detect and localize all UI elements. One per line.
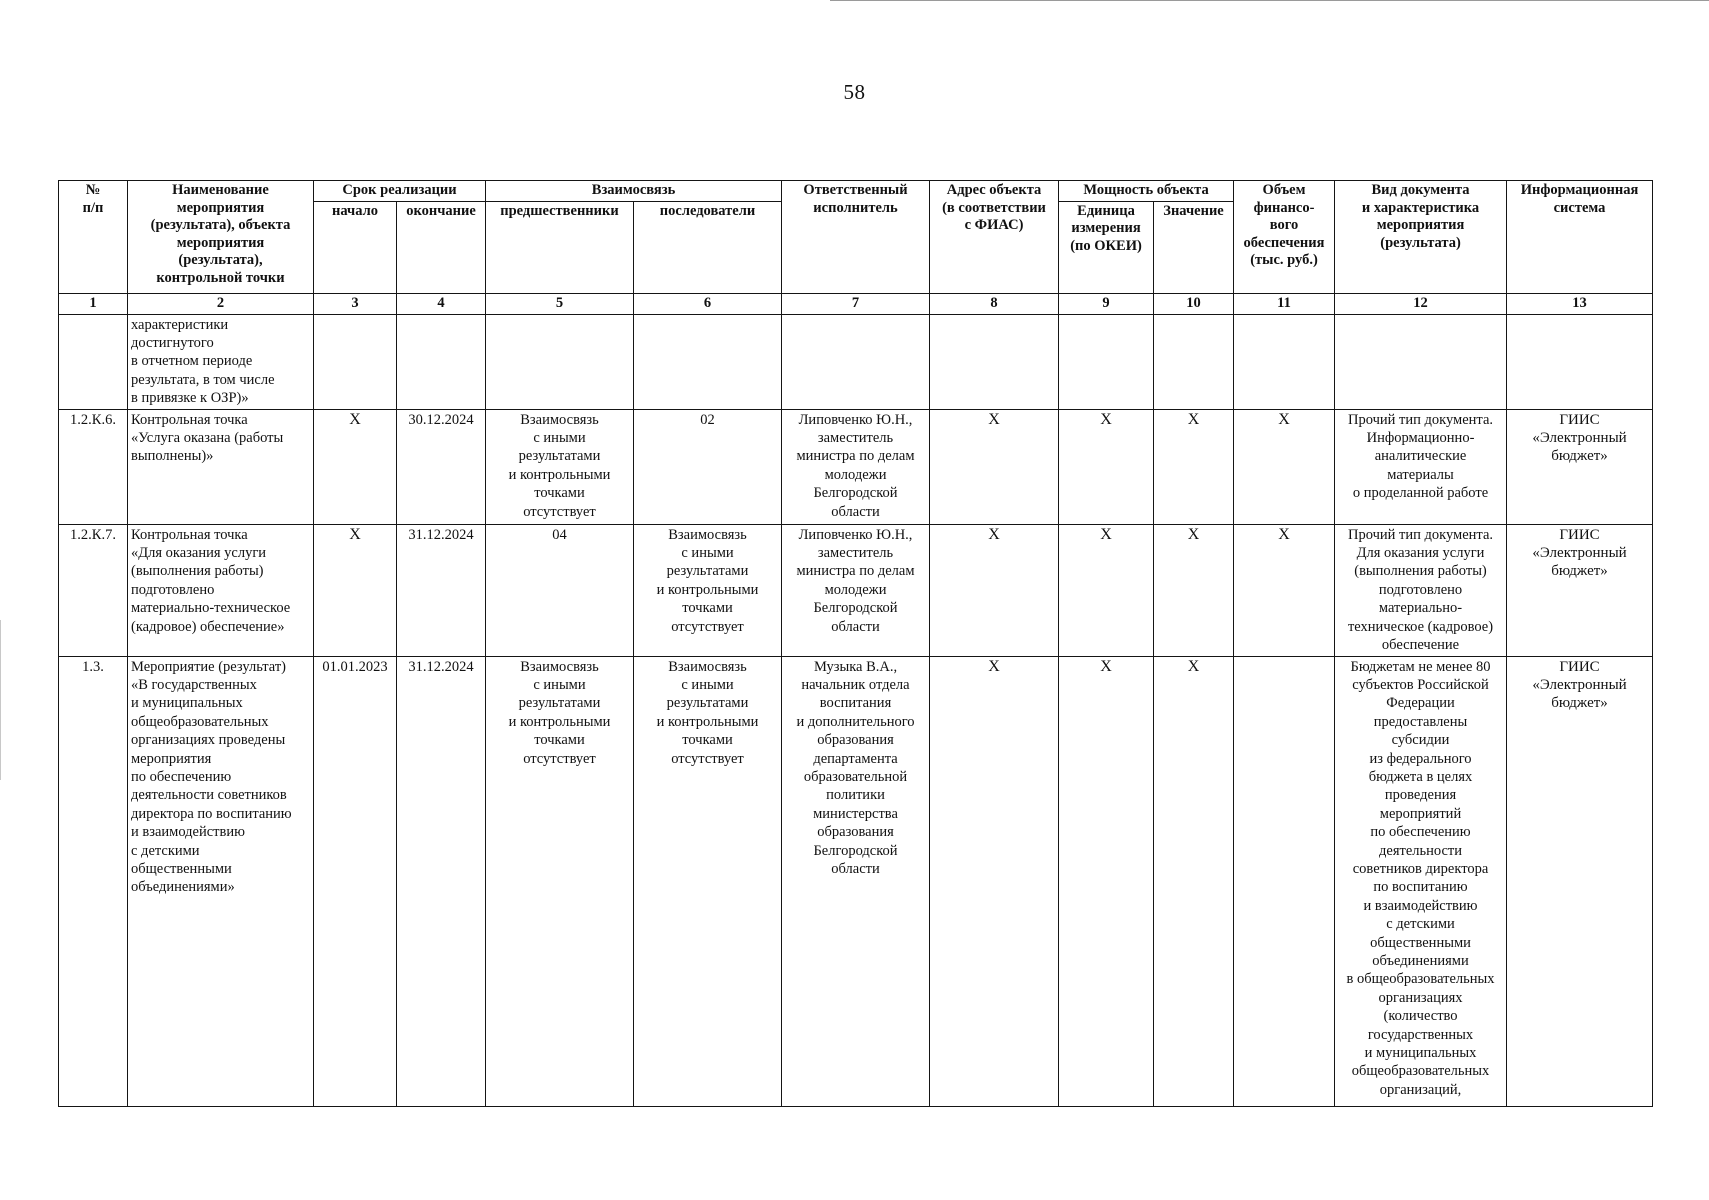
cell-line: в отчетном периоде (131, 353, 253, 370)
row-end: 31.12.2024 (397, 656, 486, 1106)
cell-line: Взаимосвязь (668, 658, 747, 675)
row-responsible (782, 314, 930, 409)
cell-line: и муниципальных (131, 695, 243, 712)
row-end: 31.12.2024 (397, 524, 486, 656)
header-power: Мощность объекта (1059, 181, 1234, 202)
cell-line: предоставлены (1373, 713, 1468, 730)
cell-line: области (831, 861, 880, 877)
header-name (128, 181, 314, 294)
cell-line: «Услуга оказана (работы (131, 429, 284, 446)
row-address: X (930, 656, 1059, 1106)
scan-edge-line (830, 0, 1709, 1)
cell-line: (тыс. руб.) (1250, 252, 1318, 268)
row-start: X (314, 409, 397, 524)
row-value: X (1154, 409, 1234, 524)
cell-line: «Электронный (1532, 429, 1627, 446)
cell-line: точками (534, 732, 585, 749)
cell-line: бюджет» (1551, 563, 1608, 580)
row-document (1335, 409, 1507, 524)
cell-line: подготовлено (1378, 581, 1463, 598)
cell-line: образования (817, 732, 894, 749)
column-number: 8 (930, 293, 1059, 314)
cell-line: Музыка В.А., (813, 658, 898, 675)
cell-line: Вид документа (1371, 182, 1470, 198)
row-name (128, 314, 314, 409)
cell-line: начальник отдела (801, 676, 910, 693)
row-address: X (930, 524, 1059, 656)
cell-line: Белгородской (813, 600, 898, 617)
cell-line: и дополнительного (796, 713, 915, 730)
cell-line: «В государственных (131, 676, 257, 693)
cell-line: бюджет» (1551, 695, 1608, 712)
cell-line: выполнены)» (131, 448, 214, 465)
cell-line: точками (534, 485, 585, 502)
row-unit (1059, 314, 1154, 409)
row-unit: X (1059, 656, 1154, 1106)
column-number: 1 (59, 293, 128, 314)
cell-line: ГИИС (1559, 658, 1600, 675)
cell-line: с иными (681, 544, 734, 561)
cell-line: объединениями» (131, 879, 235, 896)
row-value: X (1154, 524, 1234, 656)
cell-line: и контрольными (656, 581, 759, 598)
cell-line: (выполнения работы) (131, 563, 264, 580)
row-system (1507, 314, 1653, 409)
cell-line: субъектов Российской (1352, 676, 1489, 693)
header-value: Значение (1154, 201, 1234, 293)
row-name (128, 524, 314, 656)
row-responsible (782, 524, 930, 656)
cell-line: результата, в том числе (131, 371, 275, 388)
row-finance (1234, 656, 1335, 1106)
row-system (1507, 656, 1653, 1106)
schedule-table (58, 180, 1653, 1107)
row-finance: X (1234, 409, 1335, 524)
cell-line: министра по делам (796, 448, 915, 465)
cell-line: (кадровое) обеспечение» (131, 618, 285, 635)
row-predecessors (486, 409, 634, 524)
cell-line: (результата) (1380, 234, 1461, 251)
row-document (1335, 524, 1507, 656)
cell-line: с детскими (1386, 916, 1455, 933)
cell-line: достигнутого (131, 334, 214, 351)
row-address (930, 314, 1059, 409)
cell-line: с иными (533, 429, 586, 446)
table-row (59, 409, 1653, 524)
cell-line: политики (826, 787, 885, 804)
cell-line: области (831, 503, 880, 520)
cell-line: объединениями (1372, 953, 1469, 970)
cell-line: Наименование (172, 182, 269, 198)
cell-line: (количество (1383, 1008, 1458, 1025)
cell-line: материально-техническое (131, 600, 291, 617)
header-document (1335, 181, 1507, 294)
row-value (1154, 314, 1234, 409)
cell-line: (выполнения работы) (1354, 563, 1487, 580)
row-document (1335, 314, 1507, 409)
cell-line: советников директора (1352, 861, 1489, 877)
column-number: 4 (397, 293, 486, 314)
cell-line: с иными (533, 676, 586, 693)
cell-line: 02 (700, 411, 715, 428)
cell-line: общеобразовательных (131, 713, 269, 730)
cell-line: точками (682, 600, 733, 617)
cell-line: и взаимодействию (131, 824, 245, 841)
header-predecessors: предшественники (486, 201, 634, 293)
row-number: 1.2.К.7. (59, 524, 128, 656)
row-predecessors (486, 656, 634, 1106)
header-start: начало (314, 201, 397, 293)
cell-line: директора по воспитанию (131, 805, 292, 822)
cell-line: в общеобразовательных (1346, 971, 1495, 988)
cell-line: и муниципальных (1364, 1045, 1477, 1062)
row-system (1507, 524, 1653, 656)
cell-line: обеспечения (1243, 234, 1325, 251)
cell-line: области (831, 618, 880, 635)
row-successors (634, 314, 782, 409)
cell-line: (в соответствии (942, 199, 1046, 216)
cell-line: государственных (1367, 1026, 1474, 1043)
cell-line: молодежи (824, 581, 887, 598)
cell-line: Бюджетам не менее 80 (1350, 658, 1491, 675)
cell-line: деятельности (1379, 842, 1463, 859)
cell-line: и характеристика (1361, 199, 1480, 216)
header-unit (1059, 201, 1154, 293)
row-successors (634, 524, 782, 656)
header-responsible (782, 181, 930, 294)
cell-line: из федерального (1369, 750, 1472, 767)
cell-line: (результата), объекта (150, 217, 291, 233)
cell-line: № (85, 182, 101, 198)
header-finance (1234, 181, 1335, 294)
cell-line: отсутствует (671, 750, 744, 767)
header-system (1507, 181, 1653, 294)
table-row (59, 524, 1653, 656)
cell-line: по обеспечению (131, 768, 232, 785)
header-end: окончание (397, 201, 486, 293)
cell-line: результатами (666, 563, 749, 580)
cell-line: заместитель (817, 429, 894, 446)
cell-line: результатами (666, 695, 749, 712)
cell-line: по воспитанию (1373, 879, 1468, 896)
cell-line: аналитические (1374, 448, 1467, 465)
cell-line: контрольной точки (156, 269, 285, 286)
cell-line: точками (682, 732, 733, 749)
cell-line: Липовченко Ю.Н., (798, 411, 913, 428)
cell-line: субсидии (1391, 732, 1450, 749)
cell-line: вого (1269, 217, 1299, 233)
cell-line: воспитания (819, 695, 892, 712)
column-number: 9 (1059, 293, 1154, 314)
cell-line: министерства (813, 805, 898, 822)
cell-line: Белгородской (813, 842, 898, 859)
cell-line: мероприятия (176, 199, 265, 216)
cell-line: Адрес объекта (946, 182, 1042, 198)
cell-line: материалы (1387, 466, 1454, 483)
cell-line: и контрольными (656, 713, 759, 730)
cell-line: организациях (1378, 989, 1463, 1006)
cell-line: и взаимодействию (1363, 897, 1478, 914)
row-number (59, 314, 128, 409)
cell-line: заместитель (817, 544, 894, 561)
cell-line: проведения (1384, 787, 1457, 804)
row-responsible (782, 409, 930, 524)
cell-line: (по ОКЕИ) (1070, 237, 1142, 254)
cell-line: Липовченко Ю.Н., (798, 526, 913, 543)
cell-line: Информационно- (1366, 429, 1475, 446)
row-number: 1.2.К.6. (59, 409, 128, 524)
cell-line: обеспечение (1381, 636, 1460, 653)
row-successors (634, 656, 782, 1106)
column-number: 12 (1335, 293, 1507, 314)
header-successors: последователи (634, 201, 782, 293)
row-successors (634, 409, 782, 524)
row-value: X (1154, 656, 1234, 1106)
cell-line: общеобразовательных (1351, 1063, 1490, 1080)
cell-line: Единица (1077, 202, 1135, 219)
cell-line: (результата), (178, 252, 263, 268)
cell-line: в привязке к ОЗР)» (131, 390, 249, 407)
cell-line: «Электронный (1532, 544, 1627, 561)
cell-line: результатами (518, 695, 601, 712)
cell-line: с детскими (131, 842, 200, 859)
cell-line: мероприятия (1376, 217, 1465, 233)
row-name (128, 409, 314, 524)
cell-line: измерения (1071, 220, 1141, 236)
cell-line: Взаимосвязь (520, 411, 599, 428)
row-start (314, 314, 397, 409)
cell-line: образования (817, 824, 894, 841)
column-number: 13 (1507, 293, 1653, 314)
cell-line: результатами (518, 448, 601, 465)
row-document (1335, 656, 1507, 1106)
cell-line: Прочий тип документа. (1348, 526, 1494, 543)
cell-line: Ответственный (803, 182, 908, 198)
cell-line: техническое (кадровое) (1347, 618, 1494, 635)
row-unit: X (1059, 409, 1154, 524)
column-number: 5 (486, 293, 634, 314)
cell-line: Для оказания услуги (1356, 544, 1485, 561)
cell-line: система (1553, 199, 1606, 216)
cell-line: материально- (1378, 600, 1463, 617)
cell-line: с иными (681, 676, 734, 693)
row-unit: X (1059, 524, 1154, 656)
column-number: 6 (634, 293, 782, 314)
cell-line: мероприятий (1379, 805, 1462, 822)
cell-line: п/п (82, 199, 104, 216)
cell-line: отсутствует (671, 618, 744, 635)
column-number: 2 (128, 293, 314, 314)
cell-line: 04 (552, 526, 567, 543)
cell-line: Контрольная точка (131, 411, 248, 428)
header-address (930, 181, 1059, 294)
row-predecessors (486, 524, 634, 656)
cell-line: Прочий тип документа. (1348, 411, 1494, 428)
cell-line: ГИИС (1559, 526, 1600, 543)
table-row (59, 656, 1653, 1106)
row-finance (1234, 314, 1335, 409)
cell-line: отсутствует (523, 503, 596, 520)
header-number (59, 181, 128, 294)
column-number: 11 (1234, 293, 1335, 314)
row-start: 01.01.2023 (314, 656, 397, 1106)
row-name (128, 656, 314, 1106)
cell-line: Объем (1262, 182, 1306, 198)
row-end: 30.12.2024 (397, 409, 486, 524)
cell-line: организаций, (1379, 1081, 1462, 1098)
scan-edge-line-left (0, 620, 1, 780)
row-responsible (782, 656, 930, 1106)
column-number-row (59, 293, 1653, 314)
row-number: 1.3. (59, 656, 128, 1106)
cell-line: мероприятия (131, 750, 212, 767)
table-row (59, 314, 1653, 409)
cell-line: общественными (1370, 934, 1471, 951)
cell-line: по обеспечению (1370, 824, 1471, 841)
cell-line: Взаимосвязь (668, 526, 747, 543)
cell-line: Контрольная точка (131, 526, 248, 543)
page-number: 58 (843, 80, 866, 104)
cell-line: мероприятия (176, 234, 265, 251)
cell-line: Белгородской (813, 485, 898, 502)
column-number: 10 (1154, 293, 1234, 314)
column-number: 7 (782, 293, 930, 314)
cell-line: общественными (131, 861, 232, 877)
column-number: 3 (314, 293, 397, 314)
cell-line: образовательной (803, 768, 908, 785)
header-term: Срок реализации (314, 181, 486, 202)
cell-line: молодежи (824, 466, 887, 483)
row-system (1507, 409, 1653, 524)
cell-line: Мероприятие (результат) (131, 658, 286, 675)
cell-line: с ФИАС) (964, 217, 1024, 233)
row-start: X (314, 524, 397, 656)
cell-line: деятельности советников (131, 787, 287, 804)
row-predecessors (486, 314, 634, 409)
cell-line: Федерации (1386, 695, 1455, 712)
cell-line: министра по делам (796, 563, 915, 580)
cell-line: о проделанной работе (1352, 485, 1489, 502)
cell-line: исполнитель (813, 199, 898, 216)
row-finance: X (1234, 524, 1335, 656)
cell-line: подготовлено (131, 581, 215, 598)
header-link: Взаимосвязь (486, 181, 782, 202)
cell-line: «Для оказания услуги (131, 544, 267, 561)
cell-line: и контрольными (508, 713, 611, 730)
cell-line: и контрольными (508, 466, 611, 483)
cell-line: организациях проведены (131, 732, 286, 749)
cell-line: бюджета в целях (1368, 768, 1473, 785)
cell-line: департамента (813, 750, 898, 767)
row-end (397, 314, 486, 409)
row-address: X (930, 409, 1059, 524)
cell-line: отсутствует (523, 750, 596, 767)
cell-line: ГИИС (1559, 411, 1600, 428)
cell-line: финансо- (1253, 199, 1315, 216)
cell-line: Взаимосвязь (520, 658, 599, 675)
cell-line: характеристики (131, 316, 229, 333)
cell-line: бюджет» (1551, 448, 1608, 465)
cell-line: Информационная (1520, 182, 1639, 198)
cell-line: «Электронный (1532, 676, 1627, 693)
